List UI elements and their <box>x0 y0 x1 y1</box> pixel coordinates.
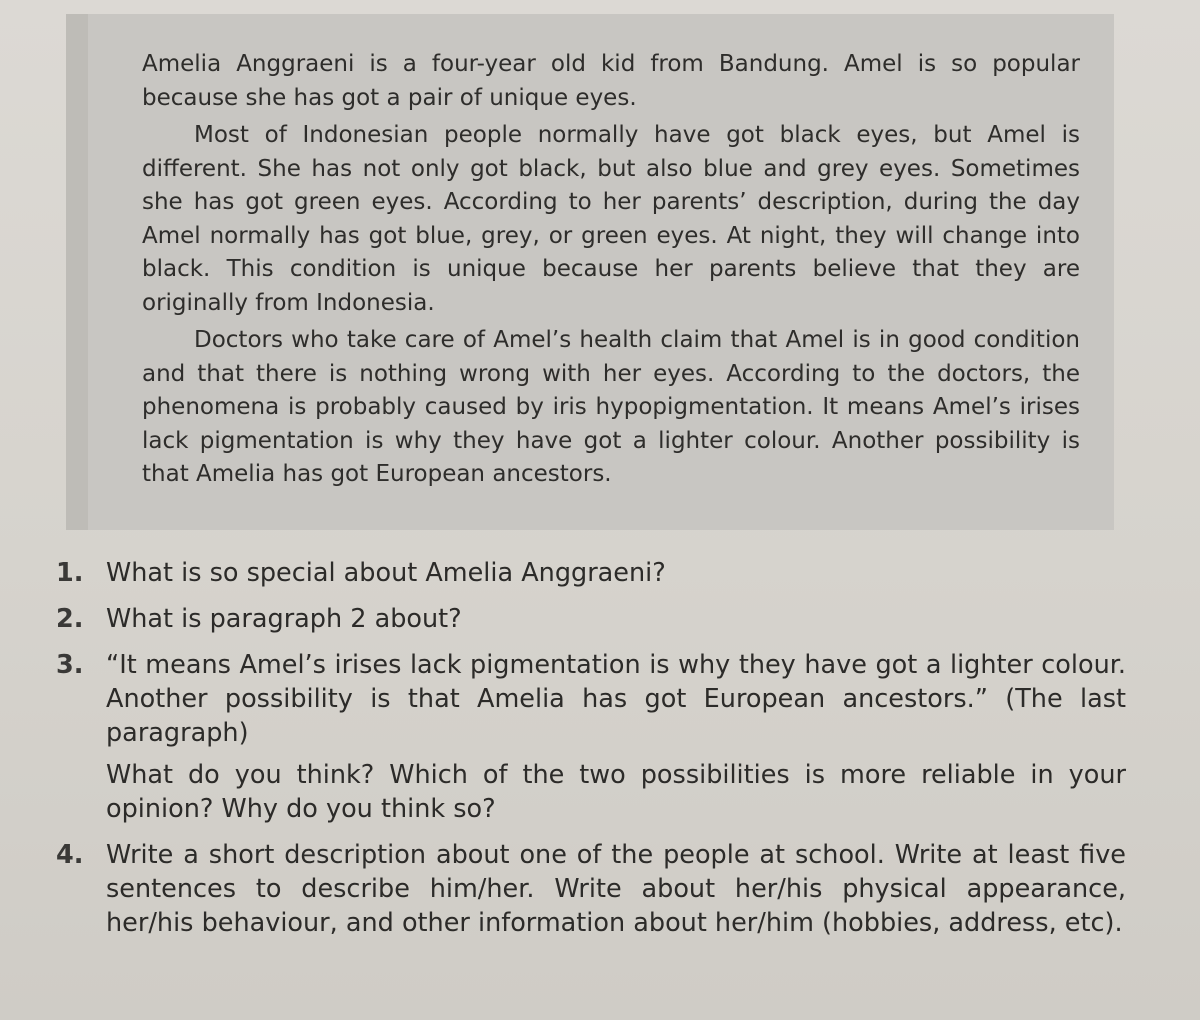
question-text: What is paragraph 2 about? <box>106 604 462 634</box>
question-item <box>56 648 1126 826</box>
passage-paragraph-2: Most of Indonesian people normally have got black eyes, but Amel is different. She has not only got black, but also blue and grey eyes. Sometimes she has got green eyes. According to her parents’ description, during the day Amel normally has got blue, grey, or green eyes. At night, they will change into black. This condition is unique because her parents believe that they are originally from Indonesia. <box>142 122 1080 316</box>
question-item <box>56 556 1126 590</box>
question-text: Write a short description about one of the people at school. Write at least five sentences to describe him/her. Write about her/his physical appearance, her/his behaviour, and other information about her/him (hobbies, address, etc). <box>106 840 1126 938</box>
reading-passage <box>142 48 1080 496</box>
question-list <box>56 556 1126 952</box>
passage-paragraph-3: Doctors who take care of Amel’s health claim that Amel is in good condition and that there is nothing wrong with her eyes. According to the doctors, the phenomena is probably caused by iris hypopigmentation. It means Amel’s irises lack pigmentation is why they have got a lighter colour. Another possibility is that Amelia has got European ancestors. <box>142 327 1080 487</box>
question-text: What is so special about Amelia Anggraeni? <box>106 558 666 588</box>
question-item <box>56 838 1126 940</box>
question-text: “It means Amel’s irises lack pigmentation is why they have got a lighter colour. Another possibility is that Amelia has got European ancestors.” (The last paragraph) <box>106 650 1126 748</box>
question-number: 4. <box>56 840 84 870</box>
passage-paragraph-1: Amelia Anggraeni is a four-year old kid from Bandung. Amel is so popular because she has got a pair of unique eyes. <box>142 51 1080 111</box>
question-number: 2. <box>56 604 84 634</box>
question-number: 1. <box>56 558 84 588</box>
question-number: 3. <box>56 650 84 680</box>
question-item <box>56 602 1126 636</box>
question-subtext: What do you think? Which of the two possibilities is more reliable in your opinion? Why do you think so? <box>106 760 1126 824</box>
